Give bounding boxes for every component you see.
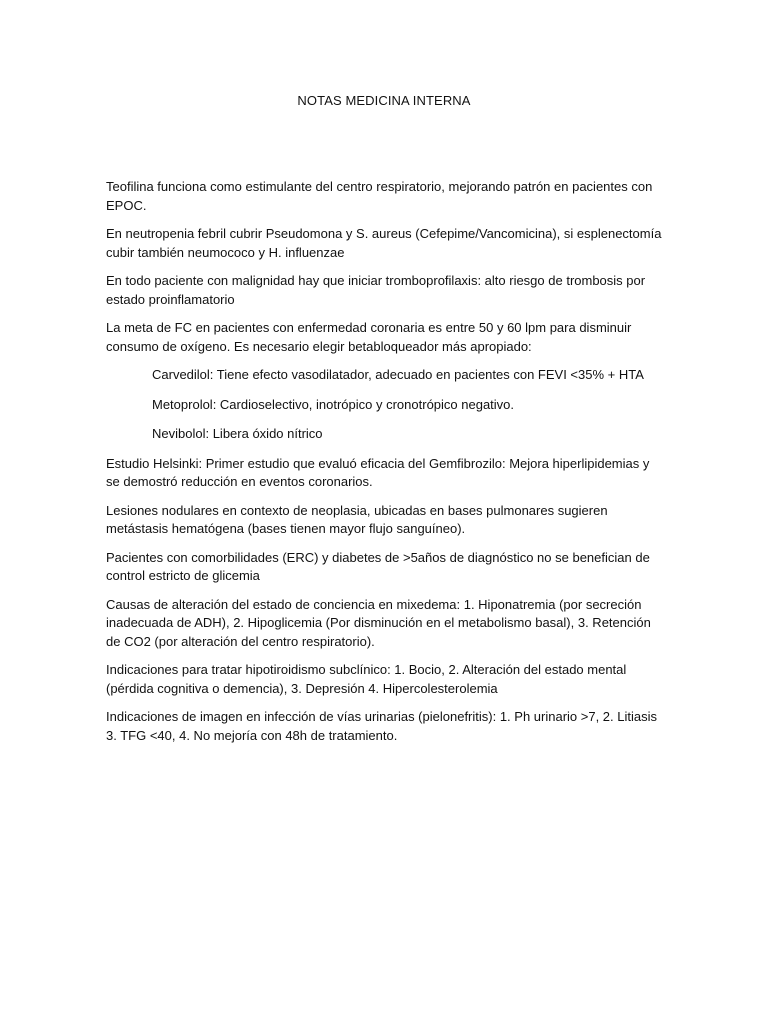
note-paragraph: Pacientes con comorbilidades (ERC) y diabetes de >5años de diagnóstico no se benefician de control estricto de glicemia <box>106 549 650 583</box>
betablocker-item: Metoprolol: Cardioselectivo, inotrópico y cronotrópico negativo. <box>152 396 515 412</box>
note-paragraph: En neutropenia febril cubrir Pseudomona y S. aureus (Cefepime/Vancomicina), si esplenectomía cubir también neumococo y H. influenzae <box>106 226 662 260</box>
page-title: NOTAS MEDICINA INTERNA <box>297 93 471 108</box>
note-paragraph: Causas de alteración del estado de conciencia en mixedema: 1. Hiponatremia (por secreción inadecuada de ADH), 2. Hipoglicemia (Por disminución en el metabolismo basal), 3. Retención de CO2 (por alteración del centro respiratorio). <box>106 596 651 649</box>
note-paragraph: Indicaciones para tratar hipotiroidismo subclínico: 1. Bocio, 2. Alteración del estado mental (pérdida cognitiva o demencia), 3. Depresión 4. Hipercolesterolemia <box>106 662 627 696</box>
note-paragraph: Indicaciones de imagen en infección de vías urinarias (pielonefritis): 1. Ph urinario >7, 2. Litiasis 3. TFG <40, 4. No mejoría con 48h de tratamiento. <box>106 709 657 743</box>
note-paragraph: La meta de FC en pacientes con enfermedad coronaria es entre 50 y 60 lpm para disminuir consumo de oxígeno. Es necesario elegir betabloqueador más apropiado: <box>106 320 632 354</box>
betablocker-item: Carvedilol: Tiene efecto vasodilatador, adecuado en pacientes con FEVI <35% + HTA <box>152 367 644 382</box>
note-paragraph: Estudio Helsinki: Primer estudio que evaluó eficacia del Gemfibrozilo: Mejora hiperlipidemias y se demostró reducción en eventos coronarios. <box>106 455 650 489</box>
note-paragraph: En todo paciente con malignidad hay que iniciar tromboprofilaxis: alto riesgo de trombosis por estado proinflamatorio <box>106 273 646 307</box>
notes-body <box>106 178 666 755</box>
betablocker-item: Nevibolol: Libera óxido nítrico <box>152 426 323 441</box>
note-paragraph: Lesiones nodulares en contexto de neoplasia, ubicadas en bases pulmonares sugieren metástasis hematógena (bases tienen mayor flujo sanguíneo). <box>106 502 608 536</box>
note-paragraph: Teofilina funciona como estimulante del centro respiratorio, mejorando patrón en pacientes con EPOC. <box>106 179 653 213</box>
